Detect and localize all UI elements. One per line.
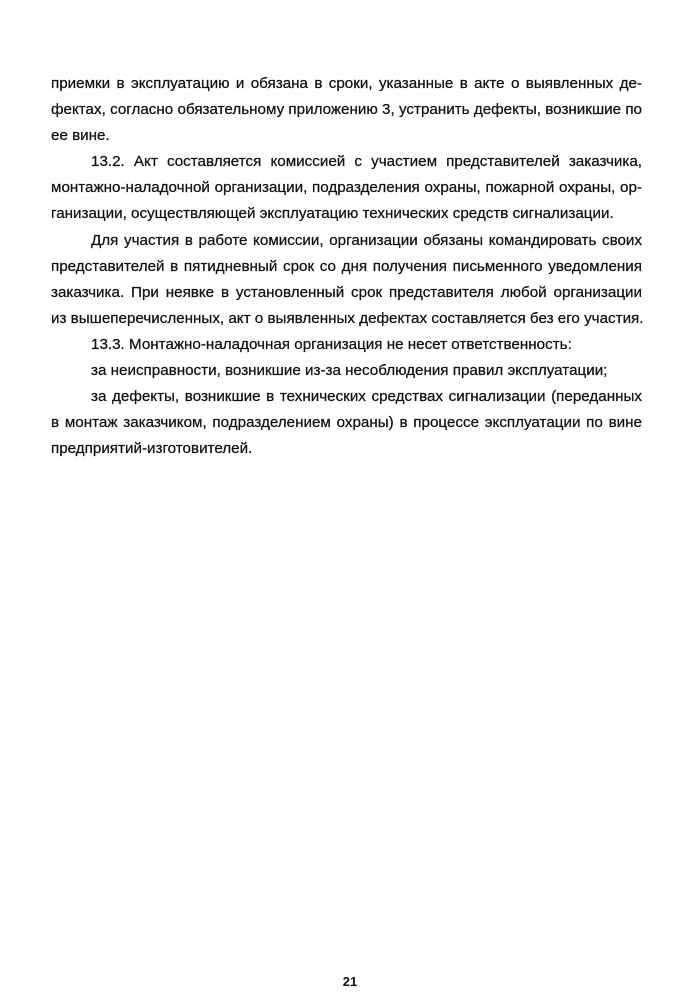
paragraph-13-3-item-b <box>51 384 642 462</box>
paragraph-continuation <box>51 71 642 149</box>
text-line: за неисправности, возникшие из-за несоблюдения правил эксплуатации; <box>91 362 608 380</box>
page-number: 21 <box>342 974 358 989</box>
text-line: ганизации, осуществляющей эксплуатацию технических средств сигнализации. <box>51 205 614 223</box>
document-body <box>51 71 642 462</box>
text-line: представителей в пятидневный срок со дня получения письменного уведомления <box>51 257 642 275</box>
text-line: фектах, согласно обязательному приложению 3, устранить дефекты, возникшие по <box>51 101 642 119</box>
text-line: предприятий-изготовителей. <box>51 440 253 458</box>
text-line: приемки в эксплуатацию и обязана в сроки, указанные в акте о выявленных де- <box>51 75 642 92</box>
text-line: заказчика. При неявке в установленный срок представителя любой организации <box>51 283 642 301</box>
text-line: 13.2. Акт составляется комиссией с участием представителей заказчика, <box>91 153 642 171</box>
text-line: за дефекты, возникшие в технических средствах сигнализации (переданных <box>91 388 642 406</box>
paragraph-13-3 <box>51 332 642 358</box>
text-line: из вышеперечисленных, акт о выявленных дефектах составляется без его участия. <box>51 309 644 327</box>
paragraph-13-2-participation <box>51 228 642 332</box>
text-line: монтажно-наладочной организации, подразделения охраны, пожарной охраны, ор- <box>51 179 642 197</box>
text-line: ее вине. <box>51 127 110 145</box>
text-line: Для участия в работе комиссии, организации обязаны командировать своих <box>91 231 642 249</box>
text-line: в монтаж заказчиком, подразделением охраны) в процессе эксплуатации по вине <box>51 414 642 432</box>
paragraph-13-2 <box>51 149 642 227</box>
text-line: 13.3. Монтажно-наладочная организация не несет ответственность: <box>91 335 572 353</box>
paragraph-13-3-item-a <box>51 358 642 384</box>
